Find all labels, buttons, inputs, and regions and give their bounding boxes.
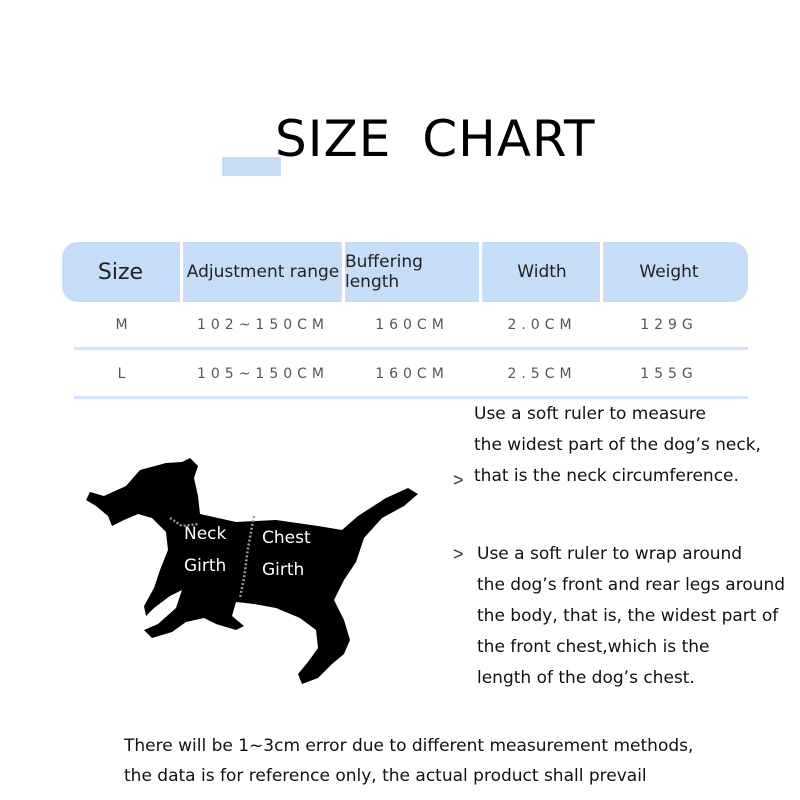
row-divider <box>74 347 748 350</box>
header-buffering-length: Buffering length <box>345 252 423 292</box>
chest-girth-label: Chest Girth <box>262 528 311 580</box>
neck-girth-label: Neck Girth <box>184 524 227 576</box>
cell-weight: 155G <box>640 366 698 382</box>
header-width: Width <box>517 262 567 282</box>
cell-size: L <box>117 366 131 382</box>
title-accent-bar <box>222 157 281 176</box>
cell-size: M <box>115 317 133 333</box>
table-header <box>62 242 748 302</box>
cell-weight: 129G <box>640 317 698 333</box>
neck-measure-note: Use a soft ruler to measure the widest part of the dog’s neck, that is the neck circumference. <box>474 404 761 486</box>
header-weight: Weight <box>639 262 699 282</box>
chest-measure-note: Use a soft ruler to wrap around the dog’s front and rear legs around the body, that is, the widest part of the front chest,which is the length of the dog’s chest. <box>477 544 786 688</box>
cell-width: 2.0CM <box>507 317 577 333</box>
disclaimer: There will be 1~3cm error due to different measurement methods, the data is for reference only, the actual product shall prevail <box>124 736 694 786</box>
cell-buffering-length: 160CM <box>375 317 449 333</box>
dog-silhouette-illustration <box>86 458 426 688</box>
dog-silhouette <box>86 458 418 684</box>
title-block <box>0 110 800 190</box>
table-row <box>62 351 748 397</box>
header-size: Size <box>97 259 144 285</box>
cell-adjustment-range: 105~150CM <box>196 366 330 382</box>
cell-adjustment-range: 102~150CM <box>196 317 330 333</box>
size-table <box>62 242 748 397</box>
table-row <box>62 302 748 348</box>
chevron-right-icon: > <box>453 470 464 490</box>
cell-buffering-length: 160CM <box>375 366 449 382</box>
page-title: SIZE CHART <box>275 110 596 168</box>
chevron-right-icon: > <box>453 544 464 564</box>
cell-width: 2.5CM <box>507 366 577 382</box>
header-adjustment-range: Adjustment range <box>186 262 340 282</box>
